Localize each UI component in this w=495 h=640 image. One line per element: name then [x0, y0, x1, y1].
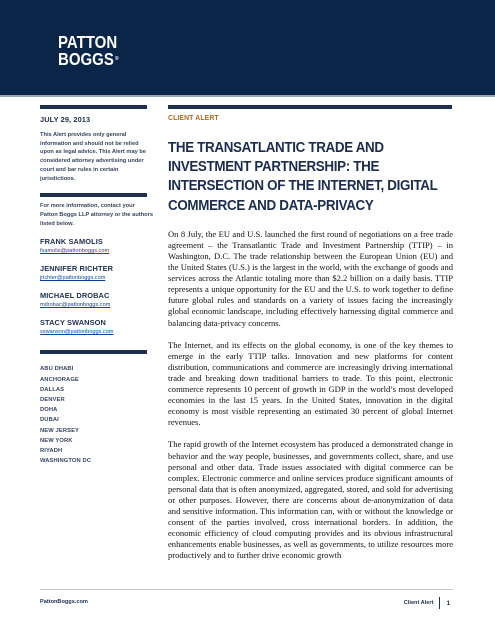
author-name: STACY SWANSON: [40, 318, 106, 328]
header-band: [0, 0, 495, 95]
logo-line-patton: PATTON: [58, 32, 118, 53]
author-name: JENNIFER RICHTER: [40, 264, 114, 274]
author-email-link[interactable]: mdrobac@pattonboggs.com: [40, 302, 111, 309]
author-block: [40, 237, 158, 255]
footer-separator: [439, 597, 440, 609]
sidebar-offices-rule: [40, 350, 147, 354]
main-top-rule: [168, 105, 452, 109]
alert-date: JULY 29, 2013: [40, 115, 91, 124]
office-item: DUBAI: [40, 417, 59, 424]
contact-intro: For more information, contact your Patton Boggs LLP attorney or the authors listed below.: [40, 203, 154, 227]
office-item: RIYADH: [40, 447, 63, 454]
main-column: [168, 105, 453, 572]
author-name: MICHAEL DROBAC: [40, 291, 110, 301]
sidebar-top-rule: [40, 105, 147, 109]
article-body: [168, 229, 453, 562]
author-block: [40, 318, 158, 336]
footer-divider: [40, 589, 453, 590]
patton-boggs-logo: [58, 32, 119, 70]
author-email-link[interactable]: jrichter@pattonboggs.com: [40, 275, 106, 282]
page-number: 1: [446, 599, 450, 607]
logo-line-boggs: [58, 51, 119, 68]
logo-registered-mark: ®: [114, 55, 119, 63]
author-email-link[interactable]: fsamolis@pattonboggs.com: [40, 248, 110, 255]
legal-disclaimer: This Alert provides only general information and should not be relied upon as legal advice. This Alert may be considered attorney advertising under court and bar rules in certain jurisdictions.: [40, 132, 146, 182]
footer-website-link[interactable]: PattonBoggs.com: [40, 599, 88, 605]
body-paragraph: The Internet, and its effects on the global economy, is one of the key themes to emerge in the early TTIP talks. Innovation and new platforms for content distribution, communications and commerce are increasingly driving international trade and breaking down traditional barriers to trade. To this point, electronic commerce represents 10 percent of growth in GDP in the world’s most developed economies in the last 15 years. In the United States, innovation in the digital economy is most visible representing an estimated 30 percent of global Internet revenues.: [168, 339, 453, 428]
header-divider: [0, 95, 495, 97]
office-item: ABU DHABI: [40, 366, 74, 373]
article-headline: THE TRANSATLANTIC TRADE AND INVESTMENT PARTNERSHIP: THE INTERSECTION OF THE INTERNET, DIGITAL COMMERCE AND DATA-PRIVACY: [168, 140, 438, 214]
logo-line-boggs-text: BOGGS: [58, 49, 114, 70]
office-item: NEW JERSEY: [40, 427, 80, 434]
office-item: DOHA: [40, 407, 58, 414]
office-item: NEW YORK: [40, 437, 73, 444]
sidebar-divider-rule: [40, 193, 147, 197]
client-alert-label: CLIENT ALERT: [168, 115, 219, 122]
author-block: [40, 291, 158, 309]
author-name: FRANK SAMOLIS: [40, 237, 103, 247]
body-paragraph: The rapid growth of the Internet ecosystem has produced a demonstrated change in behavior and the way people, businesses, and governments collect, share, and use personal and other data. Trade issues associated with digital commerce can be complex. Electronic commerce and online services produce significant amounts of personal data that is often anonymized, aggregated, stored, and sold for advertising or other purposes. However, there are concerns about de-anonymization of data and sensitive information. This information can, with or without the knowledge or consent of the parties involved, cross international borders. In addition, the economic efficiency of cloud computing provides and its obvious infrastructural enhancements enable businesses, as well as governments, to utilize resources more productively and to further drive economic growth: [168, 439, 453, 561]
office-item: ANCHORAGE: [40, 376, 79, 383]
sidebar: [40, 105, 158, 482]
author-email-link[interactable]: sswanson@pattonboggs.com: [40, 329, 114, 336]
office-item: DENVER: [40, 396, 65, 403]
office-list: [40, 364, 158, 466]
body-paragraph: On 8 July, the EU and U.S. launched the first round of negotiations on a free trade agreement – the Transatlantic Trade and Investment Partnership (TTIP) – in Washington, D.C. The trade relationship between the European Union (EU) and the United States (U.S.) is the largest in the world, with the exchange of goods and services across the Atlantic totaling more than $2.2 billion on a daily basis. TTIP represents a unique opportunity for the EU and the U.S. to work together to define future global rules and standards on a variety of issues facing the increasingly global economic landscape, including effectively harnessing digital commerce and balancing data-privacy concerns.: [168, 228, 453, 328]
office-item: WASHINGTON DC: [40, 458, 92, 465]
office-item: DALLAS: [40, 386, 65, 393]
author-block: [40, 264, 158, 282]
footer-page-info: [404, 597, 450, 609]
footer-label: Client Alert: [403, 600, 434, 606]
